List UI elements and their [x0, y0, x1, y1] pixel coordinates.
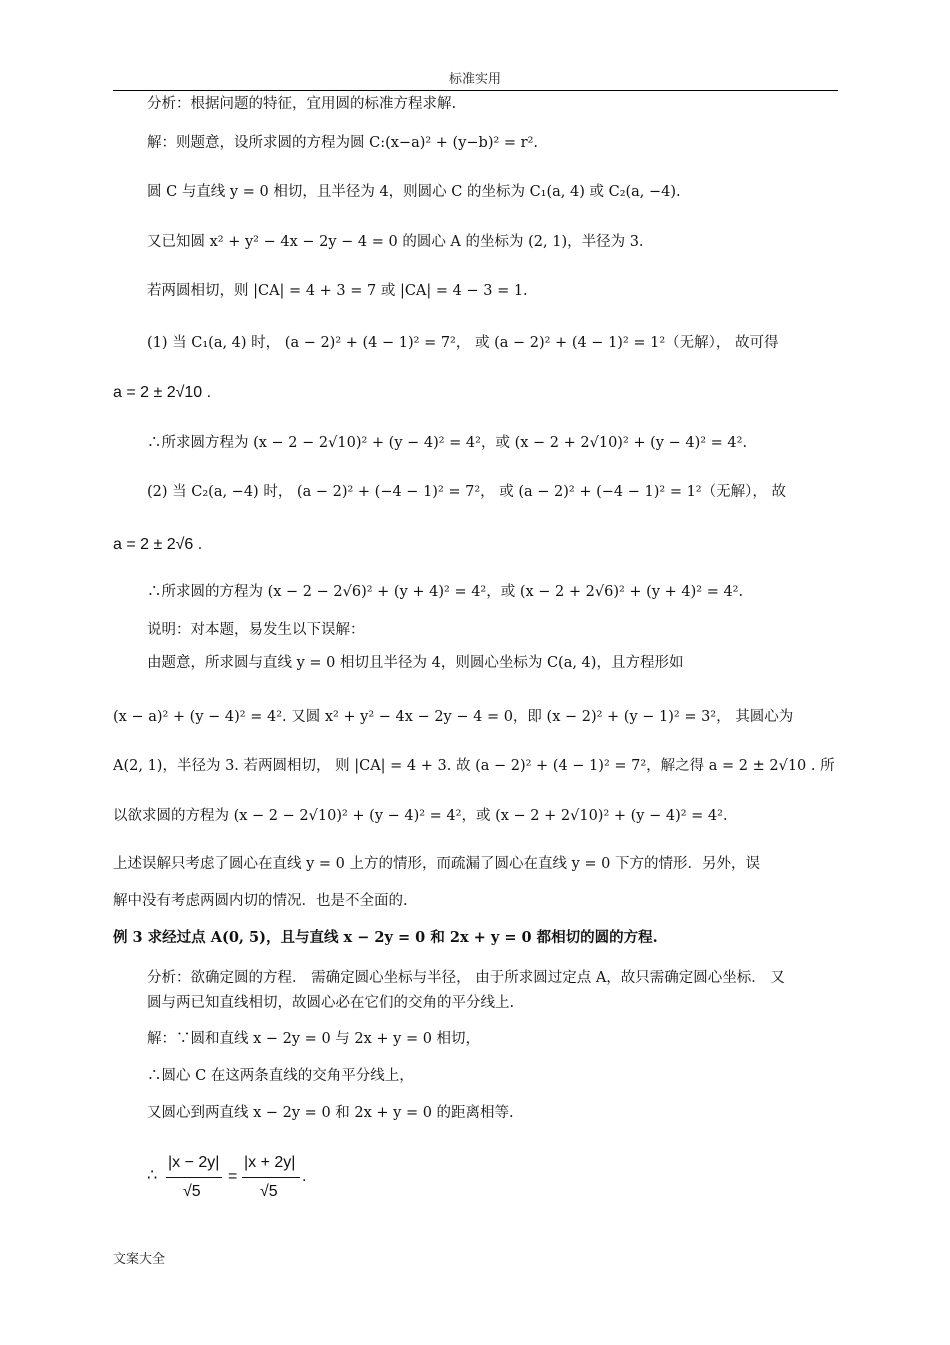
denominator-right: √5: [260, 1183, 278, 1200]
example-3-solution: 解：∵圆和直线 x − 2y = 0 与 2x + y = 0 相切，: [147, 1031, 481, 1047]
example-3-center-line: ∴圆心 C 在这两条直线的交角平分线上，: [147, 1068, 414, 1084]
equals-sign: =: [228, 1168, 238, 1185]
misconception-line-1: 由题意，所求圆与直线 y = 0 相切且半径为 4，则圆心坐标为 C(a, 4)，且方程形如: [147, 655, 684, 671]
case-2-result: a = 2 ± 2√6 .: [113, 536, 203, 553]
misconception-line-2: (x − a)² + (y − 4)² = 4². 又圆 x² + y² − 4x − 2y − 4 = 0，即 (x − 2)² + (y − 1)² = 3²， 其圆心为: [113, 709, 794, 725]
tangent-center-line: 圆 C 与直线 y = 0 相切，且半径为 4，则圆心 C 的坐标为 C₁(a, 4) 或 C₂(a, −4).: [147, 184, 681, 200]
case-1-result: a = 2 ± 2√10 .: [113, 384, 212, 401]
misconception-line-4: 以欲求圆的方程为 (x − 2 − 2√10)² + (y − 4)² = 4²，或 (x − 2 + 2√10)² + (y − 4)² = 4².: [113, 808, 728, 824]
header-title: 标准实用: [448, 72, 501, 87]
solution-line: 解：则题意，设所求圆的方程为圆 C:(x−a)² + (y−b)² = r².: [147, 135, 539, 151]
numerator-left: |x − 2y|: [168, 1154, 220, 1171]
misconception-line-3: A(2, 1)，半径为 3. 若两圆相切， 则 |CA| = 4 + 3. 故 (a − 2)² + (4 − 1)² = 7²，解之得 a = 2 ± 2√10 . 所: [113, 758, 835, 774]
case-1-equation: ∴所求圆方程为 (x − 2 − 2√10)² + (y − 4)² = 4²，或 (x − 2 + 2√10)² + (y − 4)² = 4².: [147, 435, 748, 451]
numerator-right: |x + 2y|: [244, 1154, 296, 1171]
fraction-bar-right: [242, 1177, 300, 1178]
therefore-symbol: ∴: [147, 1167, 158, 1184]
known-circle-line: 又已知圆 x² + y² − 4x − 2y − 4 = 0 的圆心 A 的坐标为 (2, 1)，半径为 3.: [147, 234, 644, 250]
two-circles-tangent-line: 若两圆相切，则 |CA| = 4 + 3 = 7 或 |CA| = 4 − 3 = 1.: [147, 283, 528, 299]
fraction-bar-left: [166, 1177, 222, 1178]
note-line: 说明：对本题，易发生以下误解：: [147, 622, 365, 638]
equation-period: .: [302, 1168, 307, 1185]
footer-text: 文案大全: [113, 1252, 166, 1267]
example-3-heading: 例 3 求经过点 A(0, 5)，且与直线 x − 2y = 0 和 2x + y = 0 都相切的圆的方程.: [113, 929, 658, 946]
header-divider: [113, 90, 838, 91]
example-3-distance-line: 又圆心到两直线 x − 2y = 0 和 2x + y = 0 的距离相等.: [147, 1105, 514, 1121]
denominator-left: √5: [183, 1183, 201, 1200]
case-1-line: (1) 当 C₁(a, 4) 时， (a − 2)² + (4 − 1)² = 7²， 或 (a − 2)² + (4 − 1)² = 1²（无解）， 故可得: [147, 335, 779, 351]
error-analysis-line-1: 上述误解只考虑了圆心在直线 y = 0 上方的情形，而疏漏了圆心在直线 y = 0 下方的情形．另外，误: [113, 856, 761, 872]
case-2-equation: ∴所求圆的方程为 (x − 2 − 2√6)² + (y + 4)² = 4²，或 (x − 2 + 2√6)² + (y + 4)² = 4².: [147, 584, 744, 600]
error-analysis-line-2: 解中没有考虑两圆内切的情况．也是不全面的.: [113, 893, 408, 909]
analysis-line: 分析：根据问题的特征，宜用圆的标准方程求解.: [147, 96, 457, 112]
case-2-line: (2) 当 C₂(a, −4) 时， (a − 2)² + (−4 − 1)² = 7²， 或 (a − 2)² + (−4 − 1)² = 1²（无解）， 故: [147, 484, 786, 500]
example-3-analysis-2: 圆与两已知直线相切，故圆心必在它们的交角的平分线上.: [147, 995, 515, 1011]
example-3-analysis-1: 分析：欲确定圆的方程． 需确定圆心坐标与半径， 由于所求圆过定点 A，故只需确定圆心坐标． 又: [147, 970, 785, 986]
